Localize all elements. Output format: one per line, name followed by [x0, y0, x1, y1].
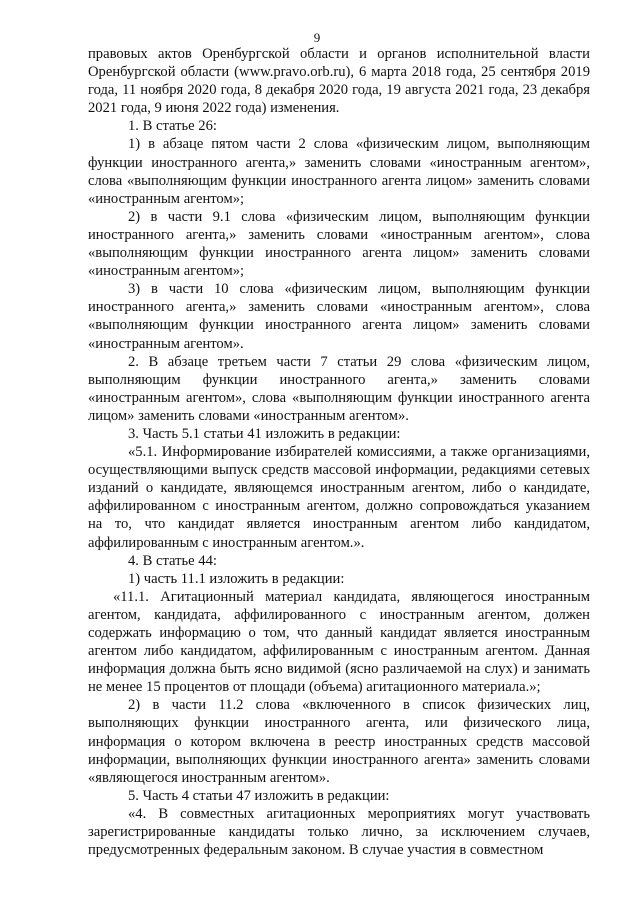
- paragraph-continuation: правовых актов Оренбургской области и органов исполнительной власти Оренбургской области (www.pravo.orb.ru), 6 марта 2018 года, 25 сентября 2019 года, 11 ноября 2020 года, 8 декабря 2020 года, 19 августа 2021 года, 23 декабря 2021 года, 9 июня 2022 года) изменения.: [88, 46, 590, 117]
- page-number: 9: [313, 30, 321, 45]
- paragraph-item-4: 4. В статье 44:: [128, 552, 217, 569]
- paragraph-item-1-3: 3) в части 10 слова «физическим лицом, выполняющим функции иностранного агента,» заменить словами «иностранным агентом», слова «выполняющим функции иностранного агента лицом» заменить словами «иностранным агентом».: [88, 281, 590, 352]
- paragraph-item-1: 1. В статье 26:: [128, 118, 217, 135]
- paragraph-item-4-1: 1) часть 11.1 изложить в редакции:: [128, 570, 345, 587]
- paragraph-item-1-1: 1) в абзаце пятом части 2 слова «физическим лицом, выполняющим функции иностранного агента,» заменить словами «иностранным агентом», слова «выполняющим функции иностранного агента лицом» заменить словами «иностранным агентом»;: [88, 136, 590, 207]
- paragraph-item-4-1-quote: «11.1. Агитационный материал кандидата, являющегося иностранным агентом, кандидата, аффилированного с иностранным агентом, должен содержать информацию о том, что данный кандидат является иностранным агентом либо кандидатом, аффилированным с иностранным агентом. Данная информация должна быть ясно видимой (ясно различаемой на слух) и занимать не менее 15 процентов от площади (объема) агитационного материала.»;: [88, 588, 590, 696]
- paragraph-item-3: 3. Часть 5.1 статьи 41 изложить в редакции:: [128, 425, 401, 442]
- paragraph-item-5: 5. Часть 4 статьи 47 изложить в редакции:: [128, 787, 390, 804]
- paragraph-item-5-quote: «4. В совместных агитационных мероприятиях могут участвовать зарегистрированные кандидаты только лично, за исключением случаев, предусмотренных федеральным законом. В случае участия в совместном: [88, 805, 590, 859]
- document-body: [88, 45, 590, 859]
- paragraph-item-3-quote: «5.1. Информирование избирателей комиссиями, а также организациями, осуществляющими выпуск средств массовой информации, редакциями сетевых изданий о кандидате, являющемся иностранным агентом, либо о кандидате, аффилированном с иностранным агентом, должно сопровождаться указанием на то, что кандидат является иностранным агентом либо кандидатом, аффилированным с иностранным агентом.».: [88, 444, 590, 551]
- paragraph-item-1-2: 2) в части 9.1 слова «физическим лицом, выполняющим функции иностранного агента,» заменить словами «иностранным агентом», слова «выполняющим функции иностранного агента лицом» заменить словами «иностранным агентом»;: [88, 208, 590, 280]
- paragraph-item-4-2: 2) в части 11.2 слова «включенного в список физических лиц, выполняющих функции иностранного агента, или физического лица, информация о котором включена в реестр иностранных средств массовой информации, выполняющих функции иностранного агента» заменить словами «являющегося иностранным агентом».: [88, 697, 590, 786]
- paragraph-item-2: 2. В абзаце третьем части 7 статьи 29 слова «физическим лицом, выполняющим функции иностранного агента,» заменить словами «иностранным агентом», слова «выполняющим функции иностранного агента лицом» заменить словами «иностранным агентом».: [88, 353, 590, 424]
